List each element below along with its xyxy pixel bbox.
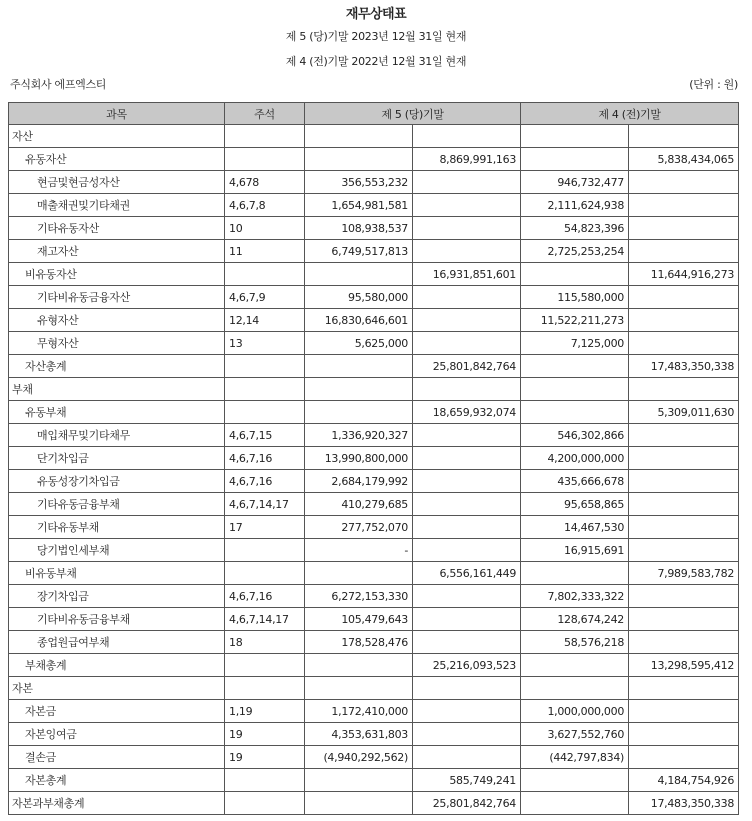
current-item-cell: 6,749,517,813 [305,240,413,263]
current-total-cell [413,378,521,401]
account-cell: 자산 [9,125,225,148]
table-row [9,263,739,286]
account-cell: 자본총계 [9,769,225,792]
current-total-cell: 18,659,932,074 [413,401,521,424]
prior-total-cell [629,585,739,608]
prior-total-cell [629,125,739,148]
account-cell: 무형자산 [9,332,225,355]
account-cell: 자산총계 [9,355,225,378]
account-cell: 매입채무및기타채무 [9,424,225,447]
current-total-cell [413,700,521,723]
table-row [9,654,739,677]
table-row [9,424,739,447]
current-item-cell [305,378,413,401]
prior-item-cell: 2,111,624,938 [521,194,629,217]
table-row [9,792,739,815]
prior-item-cell: 128,674,242 [521,608,629,631]
prior-total-cell: 5,838,434,065 [629,148,739,171]
prior-item-cell: 16,915,691 [521,539,629,562]
prior-item-cell [521,263,629,286]
current-item-cell: 410,279,685 [305,493,413,516]
current-item-cell [305,401,413,424]
account-cell: 기타비유동금융부채 [9,608,225,631]
account-cell: 자본과부채총계 [9,792,225,815]
note-cell: 4,6,7,9 [225,286,305,309]
note-cell: 4,6,7,14,17 [225,493,305,516]
account-cell: 유동자산 [9,148,225,171]
prior-total-cell [629,217,739,240]
prior-total-cell [629,723,739,746]
note-cell: 4,6,7,16 [225,447,305,470]
prior-item-cell [521,654,629,677]
note-cell: 4,6,7,8 [225,194,305,217]
current-item-cell [305,677,413,700]
prior-item-cell: (442,797,834) [521,746,629,769]
note-cell: 4,678 [225,171,305,194]
column-header-account: 과목 [9,103,225,125]
current-total-cell [413,539,521,562]
current-total-cell: 16,931,851,601 [413,263,521,286]
note-cell: 4,6,7,16 [225,470,305,493]
account-cell: 부채 [9,378,225,401]
prior-item-cell: 946,732,477 [521,171,629,194]
prior-item-cell [521,401,629,424]
period-current: 제 5 (당)기말 2023년 12월 31일 현재 [285,30,467,43]
current-item-cell: - [305,539,413,562]
note-cell [225,677,305,700]
current-total-cell [413,240,521,263]
note-cell: 19 [225,723,305,746]
prior-total-cell [629,539,739,562]
current-total-cell: 8,869,991,163 [413,148,521,171]
current-total-cell [413,516,521,539]
current-total-cell: 6,556,161,449 [413,562,521,585]
account-cell: 당기법인세부채 [9,539,225,562]
prior-item-cell: 3,627,552,760 [521,723,629,746]
account-cell: 자본 [9,677,225,700]
prior-total-cell [629,378,739,401]
table-row [9,401,739,424]
current-item-cell [305,562,413,585]
prior-item-cell: 11,522,211,273 [521,309,629,332]
account-cell: 유동부채 [9,401,225,424]
table-row [9,562,739,585]
statement-title: 재무상태표 [345,7,407,22]
current-total-cell [413,746,521,769]
account-cell: 매출채권및기타채권 [9,194,225,217]
current-total-cell [413,286,521,309]
current-item-cell: 13,990,800,000 [305,447,413,470]
prior-total-cell: 17,483,350,338 [629,792,739,815]
current-total-cell [413,424,521,447]
prior-total-cell [629,677,739,700]
note-cell [225,263,305,286]
prior-total-cell [629,746,739,769]
account-cell: 기타유동금융부채 [9,493,225,516]
account-cell: 기타유동자산 [9,217,225,240]
table-row [9,539,739,562]
current-item-cell [305,263,413,286]
current-total-cell [413,470,521,493]
table-row [9,148,739,171]
account-cell: 유형자산 [9,309,225,332]
prior-item-cell [521,355,629,378]
current-total-cell [413,171,521,194]
note-cell [225,654,305,677]
current-item-cell: 105,479,643 [305,608,413,631]
note-cell [225,401,305,424]
prior-item-cell [521,769,629,792]
account-cell: 기타비유동금융자산 [9,286,225,309]
note-cell: 4,6,7,14,17 [225,608,305,631]
prior-total-cell [629,332,739,355]
note-cell [225,562,305,585]
note-cell: 1,19 [225,700,305,723]
prior-total-cell: 5,309,011,630 [629,401,739,424]
prior-total-cell [629,470,739,493]
account-cell: 결손금 [9,746,225,769]
note-cell: 4,6,7,15 [225,424,305,447]
current-total-cell [413,332,521,355]
note-cell [225,378,305,401]
current-total-cell [413,677,521,700]
current-total-cell [413,447,521,470]
current-item-cell: 16,830,646,601 [305,309,413,332]
note-cell: 13 [225,332,305,355]
current-total-cell [413,217,521,240]
prior-total-cell [629,516,739,539]
table-row [9,677,739,700]
note-cell: 4,6,7,16 [225,585,305,608]
current-item-cell [305,148,413,171]
table-row [9,769,739,792]
column-header-prior: 제 4 (전)기말 [521,103,739,125]
table-header-row [9,103,739,125]
note-cell: 11 [225,240,305,263]
prior-total-cell [629,424,739,447]
table-row [9,171,739,194]
current-total-cell: 25,801,842,764 [413,792,521,815]
table-row [9,217,739,240]
account-cell: 장기차입금 [9,585,225,608]
note-cell: 12,14 [225,309,305,332]
table-row [9,332,739,355]
table-row [9,355,739,378]
current-total-cell [413,608,521,631]
prior-total-cell: 13,298,595,412 [629,654,739,677]
account-cell: 부채총계 [9,654,225,677]
prior-total-cell [629,240,739,263]
prior-total-cell [629,700,739,723]
account-cell: 유동성장기차입금 [9,470,225,493]
table-row [9,493,739,516]
current-total-cell [413,194,521,217]
period-prior: 제 4 (전)기말 2022년 12월 31일 현재 [285,55,467,68]
current-item-cell: 1,172,410,000 [305,700,413,723]
table-row [9,470,739,493]
table-row [9,746,739,769]
current-item-cell: 4,353,631,803 [305,723,413,746]
note-cell [225,125,305,148]
current-item-cell [305,769,413,792]
current-item-cell: 1,654,981,581 [305,194,413,217]
unit-label: (단위 : 원) [689,78,738,91]
account-cell: 자본잉여금 [9,723,225,746]
table-row [9,286,739,309]
current-total-cell [413,631,521,654]
prior-item-cell [521,148,629,171]
prior-item-cell: 54,823,396 [521,217,629,240]
current-total-cell [413,309,521,332]
current-item-cell: 6,272,153,330 [305,585,413,608]
account-cell: 자본금 [9,700,225,723]
account-cell: 종업원급여부채 [9,631,225,654]
table-row [9,240,739,263]
current-item-cell [305,355,413,378]
prior-item-cell: 546,302,866 [521,424,629,447]
current-item-cell: 277,752,070 [305,516,413,539]
note-cell [225,769,305,792]
prior-total-cell: 7,989,583,782 [629,562,739,585]
note-cell: 18 [225,631,305,654]
table-row [9,309,739,332]
prior-total-cell [629,309,739,332]
prior-total-cell: 17,483,350,338 [629,355,739,378]
prior-item-cell: 58,576,218 [521,631,629,654]
prior-item-cell: 4,200,000,000 [521,447,629,470]
prior-item-cell [521,378,629,401]
current-item-cell [305,792,413,815]
current-total-cell [413,125,521,148]
account-cell: 현금및현금성자산 [9,171,225,194]
current-item-cell: (4,940,292,562) [305,746,413,769]
table-row [9,700,739,723]
prior-item-cell [521,125,629,148]
note-cell [225,539,305,562]
account-cell: 기타유동부채 [9,516,225,539]
note-cell [225,355,305,378]
account-cell: 재고자산 [9,240,225,263]
table-row [9,631,739,654]
current-item-cell: 108,938,537 [305,217,413,240]
prior-item-cell: 2,725,253,254 [521,240,629,263]
prior-item-cell: 7,125,000 [521,332,629,355]
note-cell: 17 [225,516,305,539]
prior-item-cell: 95,658,865 [521,493,629,516]
prior-total-cell: 4,184,754,926 [629,769,739,792]
note-cell [225,792,305,815]
prior-item-cell: 1,000,000,000 [521,700,629,723]
note-cell [225,148,305,171]
prior-total-cell [629,171,739,194]
prior-total-cell [629,286,739,309]
current-total-cell [413,585,521,608]
current-item-cell: 5,625,000 [305,332,413,355]
account-cell: 비유동자산 [9,263,225,286]
prior-total-cell [629,447,739,470]
current-item-cell [305,125,413,148]
table-row [9,125,739,148]
current-item-cell [305,654,413,677]
table-row [9,378,739,401]
column-header-note: 주석 [225,103,305,125]
table-row [9,194,739,217]
prior-total-cell: 11,644,916,273 [629,263,739,286]
account-cell: 단기차입금 [9,447,225,470]
prior-item-cell: 14,467,530 [521,516,629,539]
current-item-cell: 95,580,000 [305,286,413,309]
column-header-current: 제 5 (당)기말 [305,103,521,125]
prior-item-cell [521,792,629,815]
current-total-cell [413,493,521,516]
current-total-cell [413,723,521,746]
current-total-cell: 585,749,241 [413,769,521,792]
prior-item-cell [521,562,629,585]
balance-sheet-table [8,102,739,815]
note-cell: 10 [225,217,305,240]
table-row [9,608,739,631]
prior-total-cell [629,194,739,217]
prior-total-cell [629,608,739,631]
table-row [9,447,739,470]
table-row [9,516,739,539]
company-name: 주식회사 에프엑스티 [10,78,107,91]
current-item-cell: 1,336,920,327 [305,424,413,447]
prior-item-cell: 115,580,000 [521,286,629,309]
current-total-cell: 25,216,093,523 [413,654,521,677]
current-item-cell: 2,684,179,992 [305,470,413,493]
table-row [9,723,739,746]
current-item-cell: 356,553,232 [305,171,413,194]
account-cell: 비유동부채 [9,562,225,585]
prior-total-cell [629,631,739,654]
table-row [9,585,739,608]
prior-item-cell [521,677,629,700]
prior-item-cell: 7,802,333,322 [521,585,629,608]
prior-total-cell [629,493,739,516]
current-item-cell: 178,528,476 [305,631,413,654]
table-body [9,125,739,815]
current-total-cell: 25,801,842,764 [413,355,521,378]
note-cell: 19 [225,746,305,769]
prior-item-cell: 435,666,678 [521,470,629,493]
